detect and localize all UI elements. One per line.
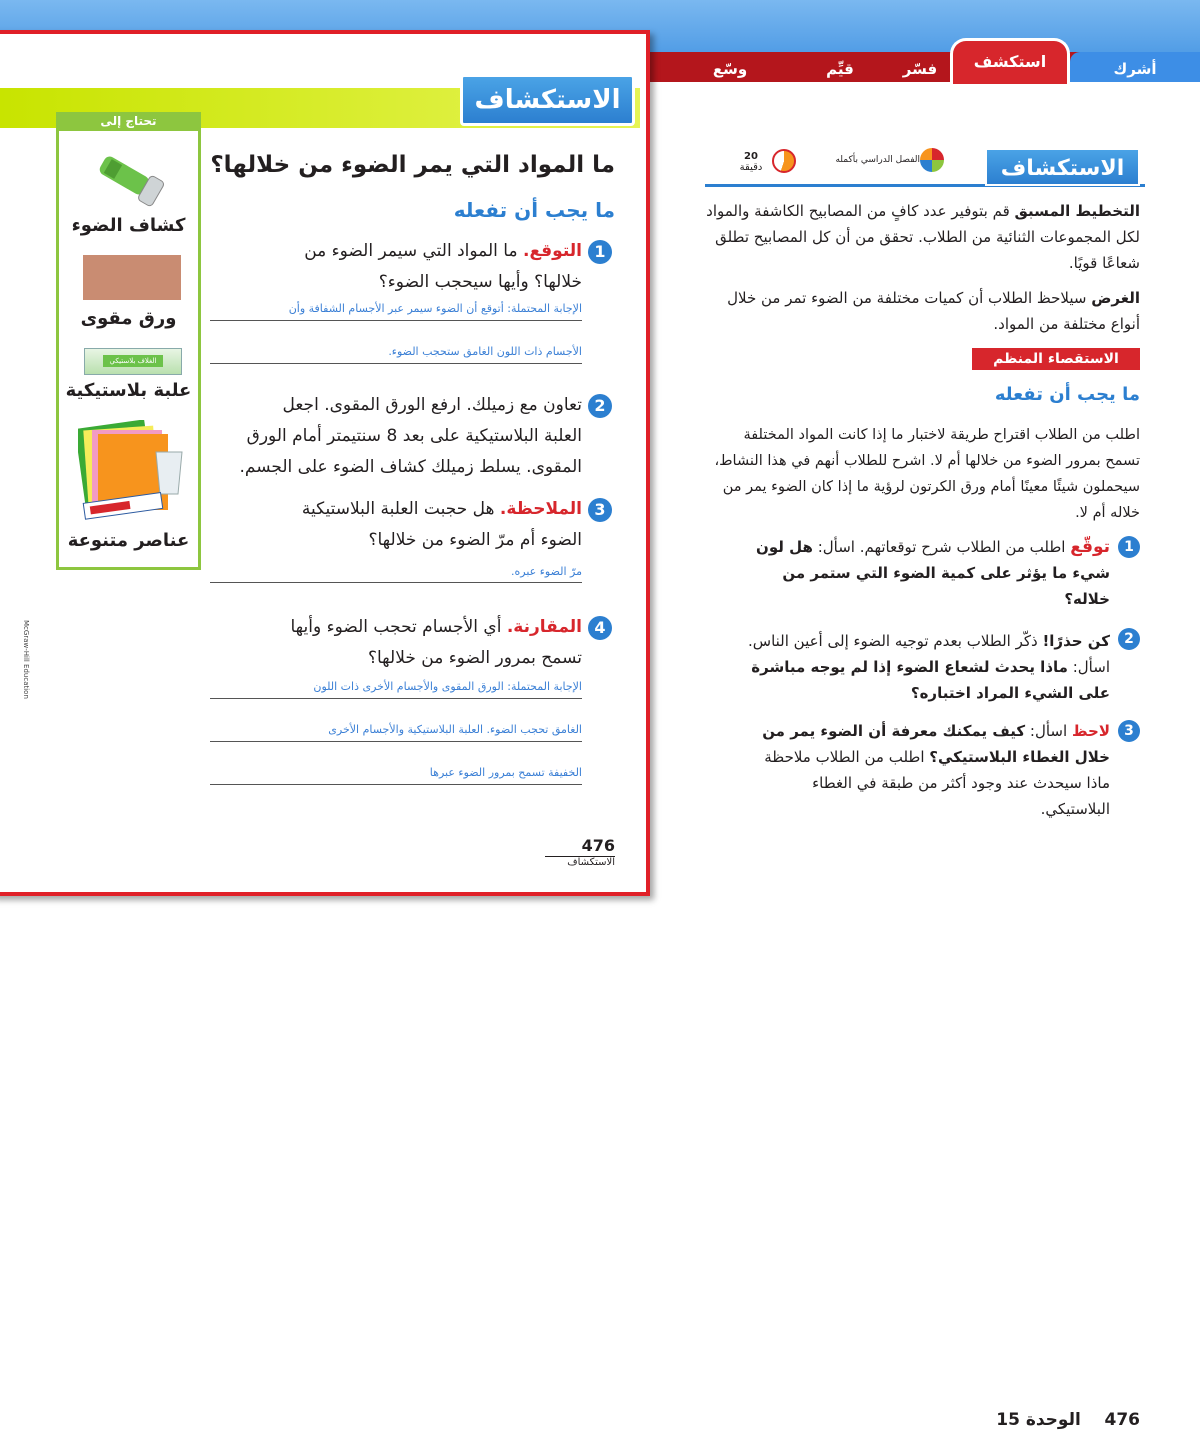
step-3-number: 3: [588, 498, 612, 522]
step-1-number: 1: [588, 240, 612, 264]
answer-line: [210, 698, 582, 699]
teacher-step-2-keyword: كن حذرًا!: [1042, 632, 1110, 650]
plastic-box-image: [84, 348, 182, 375]
step-4-number: 4: [588, 616, 612, 640]
whole-class-icon: [920, 148, 944, 172]
materials-header: تحتاج إلى: [56, 112, 201, 130]
section-title: الاستكشاف: [460, 74, 635, 126]
tab-qayyim[interactable]: قيِّم: [826, 60, 854, 78]
footer-unit: الوحدة 15: [996, 1410, 1081, 1430]
plan-paragraph: [705, 198, 1140, 276]
teacher-step-3-number: 3: [1118, 720, 1140, 742]
answer-line: [210, 582, 582, 583]
whole-class-label: الفصل الدراسي بأكمله: [835, 155, 920, 165]
step-2-text: [210, 390, 582, 483]
answer-4-line1[interactable]: الإجابة المحتملة: الورق المقوى والأجسام الأخرى ذات اللون: [313, 680, 582, 693]
page-footer: [940, 1410, 1140, 1430]
teacher-step-2-question: ماذا يحدث لشعاع الضوء إذا لم يوجه مباشرة على الشيء المراد اختباره؟: [751, 658, 1110, 702]
step-4-line1: أي الأجسام تحجب الضوء وأيها: [290, 617, 502, 637]
answer-1-line2[interactable]: الأجسام ذات اللون الغامق ستحجب الضوء.: [388, 345, 582, 358]
main-question: ما المواد التي يمر الضوء من خلالها؟: [210, 152, 615, 178]
step-1-line2: خلالها؟ وأيها سيحجب الضوء؟: [378, 272, 582, 292]
tab-istakshif[interactable]: استكشف: [973, 52, 1047, 71]
copyright: McGraw-Hill Education: [22, 620, 30, 699]
various-items-icon: [78, 420, 196, 520]
cardboard-image: [83, 255, 181, 300]
step-1-line1: ما المواد التي سيمر الضوء من: [304, 241, 518, 261]
teacher-step-1: [745, 534, 1110, 612]
step-4-line2: تسمح بمرور الضوء من خلالها؟: [367, 648, 582, 668]
teacher-todo-heading: ما يجب أن تفعله: [994, 384, 1140, 405]
purpose-keyword: الغرض: [1091, 289, 1140, 307]
teacher-title: الاستكشاف: [985, 148, 1140, 186]
teacher-step-2: [745, 628, 1110, 706]
clock-icon: [772, 149, 796, 173]
todo-heading: ما يجب أن تفعله: [453, 198, 615, 222]
step-3-text: [210, 494, 582, 556]
footer-page-number: 476: [1104, 1410, 1140, 1430]
answer-line: [210, 320, 582, 321]
step-1-text: [210, 236, 582, 298]
step-2-number: 2: [588, 394, 612, 418]
step-3-line1: هل حجبت العلبة البلاستيكية: [301, 499, 495, 519]
teacher-step-1-keyword: توقّع: [1070, 537, 1110, 557]
answer-line: [210, 363, 582, 364]
teacher-intro: اطلب من الطلاب اقتراح طريقة لاختبار ما إذا كانت المواد المختلفة تسمح بمرور الضوء من خلالها أم لا. اشرح للطلاب أنهم في هذا النشاط، سيحملون شيئًا معينًا أمام ورق الكرتون لرؤية ما إذا كان الضوء يمر من خلاله أم لا.: [714, 427, 1140, 521]
answer-4-line2[interactable]: الغامق تحجب الضوء. العلبة البلاستيكية والأجسام الأخرى: [328, 723, 582, 736]
material-cardboard-label: ورق مقوى: [80, 308, 177, 329]
teacher-step-3-text: اسأل:: [1029, 722, 1068, 740]
time-estimate: [733, 151, 769, 173]
teacher-step-3-question: كيف يمكنك معرفة أن الضوء يمر من خلال الغطاء البلاستيكي؟: [762, 722, 1110, 766]
purpose-paragraph: [705, 285, 1140, 337]
minutes-value: 20: [744, 151, 758, 162]
step-2-line3: المقوى. يسلط زميلك كشاف الضوء على الجسم.: [239, 457, 582, 477]
step-4-text: [210, 612, 582, 674]
inquiry-badge: الاستقصاء المنظم: [972, 348, 1140, 370]
step-3-keyword: الملاحظة.: [499, 499, 582, 519]
step-1-keyword: التوقع.: [522, 241, 582, 261]
step-4-keyword: المقارنة.: [506, 617, 582, 637]
plan-text: قم بتوفير عدد كافٍ من المصابيح الكاشفة والمواد لكل المجموعات الثنائية من الطلاب. تحقق من أن كل المصابيح تطلق شعاعًا قويًا.: [706, 202, 1140, 272]
teacher-step-1-question: هل لون شيء ما يؤثر على كمية الضوء التي ستمر من خلاله؟: [756, 538, 1110, 608]
tab-wassi[interactable]: وسّع: [712, 60, 748, 78]
minutes-label: دقيقة: [739, 162, 763, 173]
flashlight-icon: [90, 150, 175, 210]
material-plastic-label: علبة بلاستيكية: [65, 380, 192, 401]
answer-line: [210, 784, 582, 785]
answer-1-line1[interactable]: الإجابة المحتملة: أتوقع أن الضوء سيمر عبر الأجسام الشفافة وأن: [288, 302, 582, 315]
plastic-box-label: الغلاف بلاستيكي: [103, 355, 163, 367]
teacher-step-3: [745, 718, 1110, 822]
student-page-number: 476: [581, 836, 615, 855]
step-3-line2: الضوء أم مرّ الضوء من خلالها؟: [368, 530, 582, 550]
answer-line: [210, 741, 582, 742]
plan-keyword: التخطيط المسبق: [1014, 202, 1140, 220]
student-page-section: الاستكشاف: [545, 856, 615, 868]
teacher-step-2-number: 2: [1118, 628, 1140, 650]
answer-3-line1[interactable]: مرّ الضوء عبره.: [511, 565, 582, 578]
tab-ashrik[interactable]: أشرك: [1113, 60, 1157, 78]
step-2-line1: تعاون مع زميلك. ارفع الورق المقوى. اجعل: [282, 395, 582, 415]
material-flashlight-label: كشاف الضوء: [71, 215, 186, 236]
teacher-step-1-text: اطلب من الطلاب شرح توقعاتهم. اسأل:: [817, 538, 1066, 556]
step-2-line2: العلبة البلاستيكية على بعد 8 سنتيمتر أمام الورق: [246, 426, 582, 446]
teacher-step-1-number: 1: [1118, 536, 1140, 558]
answer-4-line3[interactable]: الخفيفة تسمح بمرور الضوء عبرها: [429, 766, 582, 779]
teacher-step-3-keyword: لاحظ: [1071, 722, 1110, 740]
teacher-step-3-text2: اطلب من الطلاب ملاحظة ماذا سيحدث عند وجود أكثر من طبقة في الغطاء البلاستيكي.: [764, 748, 1110, 818]
purpose-text: سيلاحظ الطلاب أن كميات مختلفة من الضوء تمر من خلال أنواع مختلفة من المواد.: [727, 289, 1140, 333]
material-various-label: عناصر متنوعة: [67, 530, 190, 551]
teacher-step-2-text: ذكّر الطلاب بعدم توجيه الضوء إلى أعين الناس. اسأل:: [747, 632, 1110, 676]
tab-fassir[interactable]: فسّر: [902, 60, 938, 78]
